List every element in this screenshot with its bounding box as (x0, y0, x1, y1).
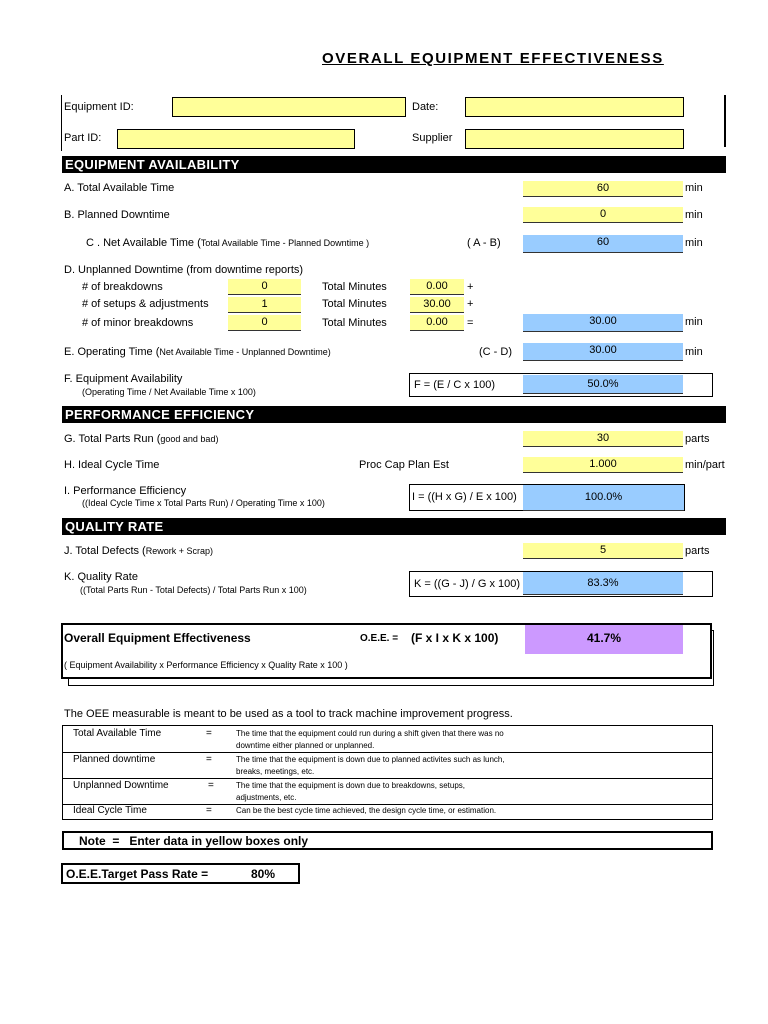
breakdowns-count-input[interactable]: 0 (228, 279, 301, 295)
operating-time-value: 30.00 (523, 343, 683, 361)
row-d-unit: min (685, 316, 703, 328)
d-row-tm-label: Total Minutes (322, 298, 387, 310)
oee-formula: (F x I x K x 100) (411, 631, 499, 645)
d-row-tm-label: Total Minutes (322, 317, 387, 329)
oee-label: Overall Equipment Effectiveness (64, 631, 251, 645)
performance-efficiency-value: 100.0% (523, 485, 684, 511)
row-j-label (64, 545, 213, 557)
row-g-label (64, 433, 218, 445)
row-a-unit: min (685, 182, 703, 194)
row-e-main: E. Operating Time ( (64, 346, 160, 358)
row-d-label: D. Unplanned Downtime (from downtime reports) (64, 264, 304, 276)
row-c-unit: min (685, 237, 703, 249)
definition-eq: = (208, 780, 214, 791)
section-performance-heading: PERFORMANCE EFFICIENCY (62, 406, 726, 423)
net-available-time-value: 60 (523, 235, 683, 253)
definitions-table (62, 725, 713, 820)
definition-row (63, 752, 712, 779)
definition-line: The time that the equipment is down due to breakdowns, setups, (236, 781, 466, 790)
definition-row (63, 726, 712, 753)
equipment-id-label: Equipment ID: (64, 101, 134, 113)
supplier-input[interactable] (465, 129, 684, 149)
row-f-formula: F = (E / C x 100) (414, 379, 495, 391)
total-available-time-input[interactable]: 60 (523, 181, 683, 197)
row-i-sub: ((Ideal Cycle Time x Total Parts Run) / Operating Time x 100) (82, 498, 325, 508)
note-box (62, 831, 713, 850)
date-input[interactable] (465, 97, 684, 117)
definition-line: breaks, meetings, etc. (236, 767, 315, 776)
row-h-unit: min/part (685, 459, 725, 471)
row-k-sub: ((Total Parts Run - Total Defects) / Total Parts Run x 100) (80, 585, 307, 595)
target-label: O.E.E.Target Pass Rate = (66, 867, 209, 881)
part-id-input[interactable] (117, 129, 355, 149)
row-i-label: I. Performance Efficiency (64, 485, 187, 497)
d-row-label: # of setups & adjustments (82, 298, 209, 310)
row-j-unit: parts (685, 545, 710, 557)
header-frame-right (724, 95, 726, 147)
definition-term: Total Available Time (73, 728, 162, 739)
section-quality-heading: QUALITY RATE (62, 518, 726, 535)
definition-term: Unplanned Downtime (73, 780, 169, 791)
equipment-id-input[interactable] (172, 97, 406, 117)
row-i-formula: I = ((H x G) / E x 100) (412, 491, 517, 503)
definition-term: Planned downtime (73, 754, 156, 765)
minor-breakdowns-minutes-input[interactable]: 0.00 (410, 315, 464, 331)
row-g-sub: good and bad) (160, 434, 219, 444)
definition-eq: = (206, 805, 212, 816)
row-k-formula: K = ((G - J) / G x 100) (414, 578, 521, 590)
row-c-sub: Total Available Time - Planned Downtime ) (200, 238, 370, 248)
equipment-availability-value: 50.0% (523, 375, 683, 394)
row-e-label (64, 346, 331, 358)
d-row-op: = (467, 317, 474, 329)
row-g-main: G. Total Parts Run ( (64, 433, 161, 445)
quality-rate-value: 83.3% (523, 572, 683, 595)
total-parts-run-input[interactable]: 30 (523, 431, 683, 447)
definition-line: The time that the equipment could run during a shift given that there was no (236, 729, 504, 738)
unplanned-downtime-total: 30.00 (523, 314, 683, 332)
part-id-label: Part ID: (64, 132, 102, 144)
row-e-unit: min (685, 346, 703, 358)
total-defects-input[interactable]: 5 (523, 543, 683, 559)
definition-line: downtime either planned or unplanned. (236, 741, 375, 750)
oee-value: 41.7% (525, 625, 683, 654)
note-text: Note = Enter data in yellow boxes only (79, 834, 309, 848)
row-a-label: A. Total Available Time (64, 182, 175, 194)
definition-line: Can be the best cycle time achieved, the design cycle time, or estimation. (236, 806, 497, 815)
row-e-formula: (C - D) (479, 346, 512, 358)
row-b-label: B. Planned Downtime (64, 209, 170, 221)
row-j-sub: Rework + Scrap) (145, 546, 213, 556)
row-e-sub: Net Available Time - Unplanned Downtime) (159, 347, 331, 357)
row-f-sub: (Operating Time / Net Available Time x 100) (82, 387, 256, 397)
row-f-label: F. Equipment Availability (64, 373, 183, 385)
setups-minutes-input[interactable]: 30.00 (410, 297, 464, 313)
header-frame (61, 95, 62, 151)
row-c-label (86, 237, 369, 249)
definition-row (63, 804, 712, 819)
page-title: OVERALL EQUIPMENT EFFECTIVENESS (322, 50, 664, 67)
target-box (61, 863, 300, 884)
date-label: Date: (412, 101, 439, 113)
d-row-label: # of breakdowns (82, 281, 163, 293)
definition-row (63, 778, 712, 805)
d-row-op: + (467, 281, 474, 293)
row-h-note: Proc Cap Plan Est (359, 459, 449, 471)
oee-intro-text: The OEE measurable is meant to be used as a tool to track machine improvement progress. (64, 708, 513, 720)
oee-abbr: O.E.E. = (360, 633, 399, 644)
definition-line: adjustments, etc. (236, 793, 297, 802)
row-c-main: C . Net Available Time ( (86, 237, 201, 249)
breakdowns-minutes-input[interactable]: 0.00 (410, 279, 464, 295)
d-row-label: # of minor breakdowns (82, 317, 194, 329)
ideal-cycle-time-input[interactable]: 1.000 (523, 457, 683, 473)
target-value: 80% (251, 867, 276, 881)
row-c-formula: ( A - B) (467, 237, 501, 249)
row-j-main: J. Total Defects ( (64, 545, 146, 557)
row-k-label: K. Quality Rate (64, 571, 138, 583)
setups-count-input[interactable]: 1 (228, 297, 301, 313)
minor-breakdowns-count-input[interactable]: 0 (228, 315, 301, 331)
definition-term: Ideal Cycle Time (73, 805, 147, 816)
d-row-tm-label: Total Minutes (322, 281, 387, 293)
definition-line: The time that the equipment is down due to planned activites such as lunch, (236, 755, 505, 764)
oee-sub: ( Equipment Availability x Performance Efficiency x Quality Rate x 100 ) (64, 660, 348, 670)
planned-downtime-input[interactable]: 0 (523, 207, 683, 223)
row-b-unit: min (685, 209, 703, 221)
supplier-label: Supplier (412, 132, 453, 144)
row-h-label: H. Ideal Cycle Time (64, 459, 160, 471)
definition-eq: = (206, 728, 212, 739)
d-row-op: + (467, 298, 474, 310)
section-availability-heading: EQUIPMENT AVAILABILITY (62, 156, 726, 173)
row-g-unit: parts (685, 433, 710, 445)
definition-eq: = (206, 754, 212, 765)
